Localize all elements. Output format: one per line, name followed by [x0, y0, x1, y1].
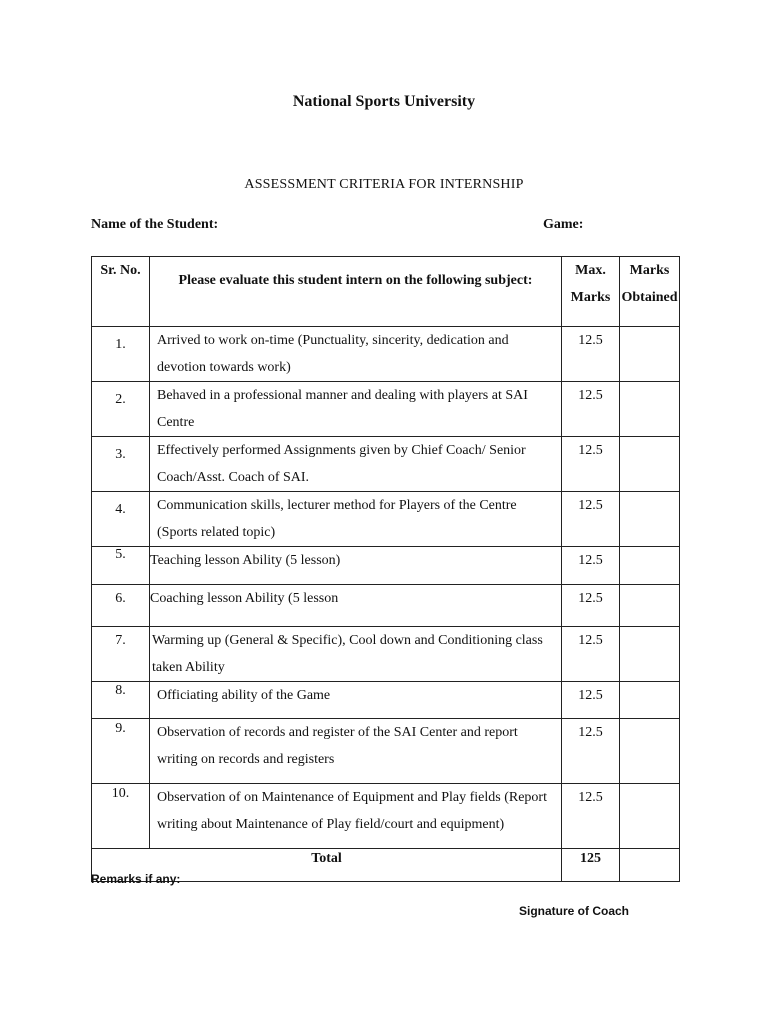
assessment-table — [91, 256, 680, 882]
marks-obtained-cell[interactable] — [620, 585, 680, 627]
marks-obtained-cell[interactable] — [620, 327, 680, 382]
row-sr: 7. — [92, 627, 150, 682]
row-max-marks: 12.5 — [562, 682, 620, 719]
row-subject: Behaved in a professional manner and dealing with players at SAI Centre — [150, 382, 562, 437]
coach-signature-label: Signature of Coach — [519, 904, 630, 918]
total-label: Total — [92, 849, 562, 882]
student-name-label: Name of the Student: — [91, 217, 219, 232]
table-row — [92, 719, 680, 784]
page-title: National Sports University — [292, 93, 476, 110]
game-label: Game: — [543, 217, 584, 232]
table-header-row — [92, 257, 680, 327]
marks-obtained-cell[interactable] — [620, 682, 680, 719]
row-sr: 8. — [92, 682, 150, 719]
row-max-marks: 12.5 — [562, 585, 620, 627]
row-subject: Arrived to work on-time (Punctuality, sincerity, dedication and devotion towards work) — [150, 327, 562, 382]
row-subject: Teaching lesson Ability (5 lesson) — [150, 547, 562, 585]
row-subject: Observation of on Maintenance of Equipment and Play fields (Report writing about Maintenance of Play field/court and equipment) — [150, 784, 562, 849]
total-marks-obtained-cell[interactable] — [620, 849, 680, 882]
row-max-marks: 12.5 — [562, 327, 620, 382]
row-subject: Officiating ability of the Game — [150, 682, 562, 719]
row-subject: Coaching lesson Ability (5 lesson — [150, 585, 562, 627]
row-sr: 3. — [92, 437, 150, 492]
remarks-label: Remarks if any: — [91, 872, 181, 886]
table-row — [92, 327, 680, 382]
row-max-marks: 12.5 — [562, 437, 620, 492]
header-subject: Please evaluate this student intern on the following subject: — [150, 257, 562, 327]
row-subject: Communication skills, lecturer method for Players of the Centre (Sports related topic) — [150, 492, 562, 547]
table-row — [92, 437, 680, 492]
header-max-marks: Max. Marks — [562, 257, 620, 327]
marks-obtained-cell[interactable] — [620, 492, 680, 547]
row-sr: 6. — [92, 585, 150, 627]
table-row — [92, 492, 680, 547]
marks-obtained-cell[interactable] — [620, 547, 680, 585]
table-row — [92, 547, 680, 585]
row-max-marks: 12.5 — [562, 547, 620, 585]
row-max-marks: 12.5 — [562, 492, 620, 547]
row-subject: Warming up (General & Specific), Cool down and Conditioning class taken Ability — [150, 627, 562, 682]
row-subject: Effectively performed Assignments given by Chief Coach/ Senior Coach/Asst. Coach of SAI. — [150, 437, 562, 492]
marks-obtained-cell[interactable] — [620, 719, 680, 784]
row-max-marks: 12.5 — [562, 784, 620, 849]
row-max-marks: 12.5 — [562, 382, 620, 437]
row-sr: 4. — [92, 492, 150, 547]
table-row — [92, 382, 680, 437]
row-sr: 9. — [92, 719, 150, 784]
table-row — [92, 784, 680, 849]
row-subject: Observation of records and register of the SAI Center and report writing on records and registers — [150, 719, 562, 784]
row-sr: 2. — [92, 382, 150, 437]
row-sr: 1. — [92, 327, 150, 382]
marks-obtained-cell[interactable] — [620, 382, 680, 437]
row-max-marks: 12.5 — [562, 719, 620, 784]
marks-obtained-cell[interactable] — [620, 784, 680, 849]
header-sr-no: Sr. No. — [92, 257, 150, 327]
header-marks-obtained: Marks Obtained — [620, 257, 680, 327]
row-max-marks: 12.5 — [562, 627, 620, 682]
table-row — [92, 627, 680, 682]
row-sr: 5. — [92, 547, 150, 585]
row-sr: 10. — [92, 784, 150, 849]
form-subtitle: ASSESSMENT CRITERIA FOR INTERNSHIP — [244, 177, 524, 192]
marks-obtained-cell[interactable] — [620, 437, 680, 492]
marks-obtained-cell[interactable] — [620, 627, 680, 682]
total-max-marks: 125 — [562, 849, 620, 882]
table-row — [92, 585, 680, 627]
table-row — [92, 682, 680, 719]
